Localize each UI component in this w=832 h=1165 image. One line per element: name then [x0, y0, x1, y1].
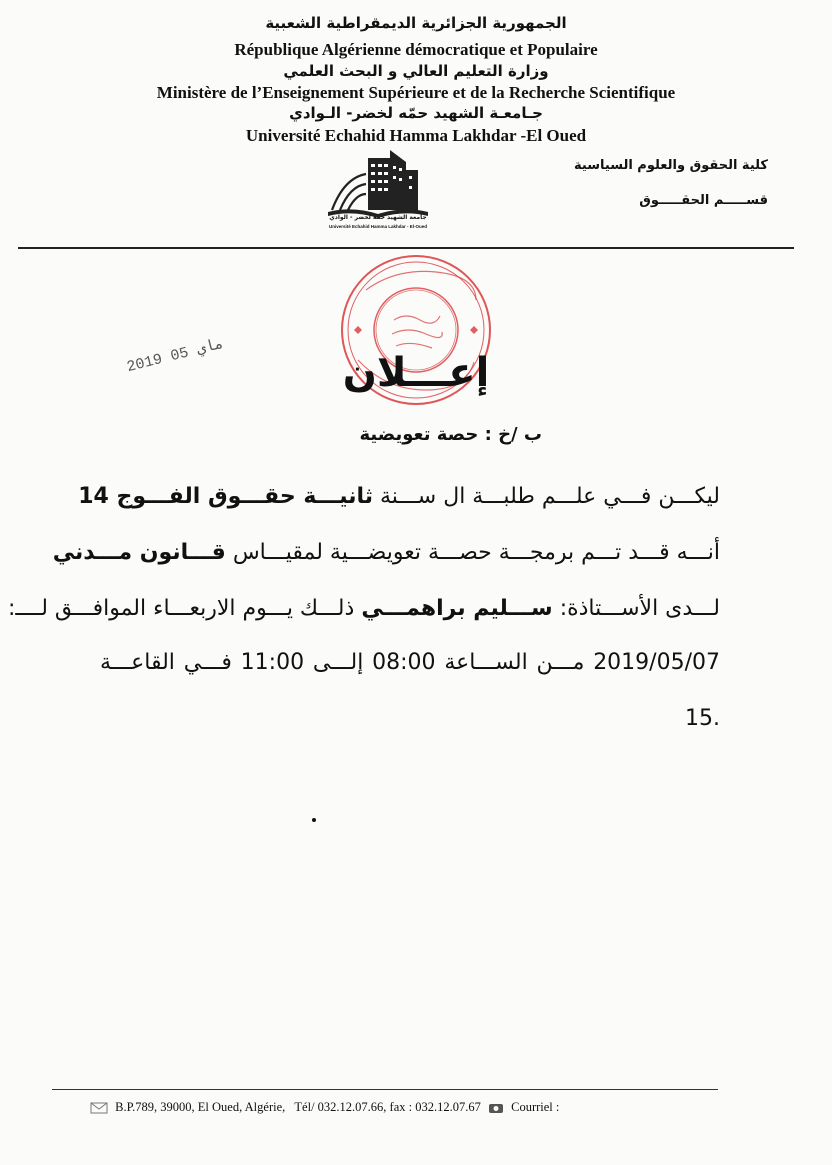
footer-divider — [52, 1089, 718, 1090]
notice-line-3-prefix: لـــدى الأســـتاذة: — [559, 596, 720, 621]
notice-line-1 — [78, 484, 720, 509]
header-divider — [18, 247, 794, 249]
notice-subject: ب /خ : حصة تعويضية — [359, 424, 542, 445]
footer-address: B.P.789, 39000, El Oued, Algérie, — [115, 1100, 286, 1114]
notice-teacher: ســـليم براهمـــي — [361, 596, 553, 621]
logo-caption-ar: جامعة الشهيد حمه لخضر - الوادي — [329, 214, 427, 221]
notice-line-5: .15 — [685, 706, 720, 731]
notice-line-4: 2019/05/07 مـــن الســـاعة 08:00 إلـــى 11:00 فـــي القاعـــة — [100, 650, 720, 675]
date-stamp: 2019 ماي 05 — [125, 335, 226, 377]
notice-line-2 — [52, 540, 720, 565]
ministry-title-ar: وزارة التعليم العالي و البحث العلمي — [283, 62, 549, 80]
notice-line-2-text: أنـــه قـــد تـــم برمجـــة حصـــة تعويضـــية لمقيـــاس — [232, 540, 720, 565]
stray-dot — [312, 818, 316, 822]
footer-courriel: Courriel : — [511, 1100, 560, 1114]
ministry-title-fr: Ministère de l’Enseignement Supérieure et de la Recherche Scientifique — [156, 83, 676, 102]
mailbox-icon — [90, 1102, 108, 1114]
university-name-ar: جـامعـة الشهيد حمّه لخضر- الـوادي — [289, 104, 543, 122]
footer — [86, 1100, 559, 1115]
notice-title: إعـــلان — [342, 350, 490, 396]
notice-line-3-suffix: ذلـــك يـــوم الاربعـــاء الموافـــق لــــ: — [8, 596, 355, 621]
notice-module: قـــانون مـــدني — [52, 540, 226, 565]
republic-title-fr: République Algérienne démocratique et Populaire — [234, 40, 598, 59]
university-name-fr: Université Echahid Hamma Lakhdar -El Oued — [245, 126, 587, 145]
email-icon — [488, 1102, 504, 1114]
footer-tel-fax: Tél/ 032.12.07.66, fax : 032.12.07.67 — [294, 1100, 481, 1114]
logo-caption-fr: Université Echahid Hamma Lakhdar - El-Oued — [328, 224, 428, 229]
notice-line-3 — [8, 596, 720, 621]
republic-title-ar: الجمهورية الجزائرية الديمقراطية الشعبية — [265, 14, 567, 32]
notice-group: ثانيـــة حقـــوق الفـــوج 14 — [78, 484, 374, 509]
department-name: قســـــم الحقـــــوق — [639, 193, 768, 208]
faculty-name: كلية الحقوق والعلوم السياسية — [574, 158, 768, 173]
notice-line-1-text: ليكـــن فـــي علـــم طلبـــة ال ســـنة — [380, 484, 720, 509]
